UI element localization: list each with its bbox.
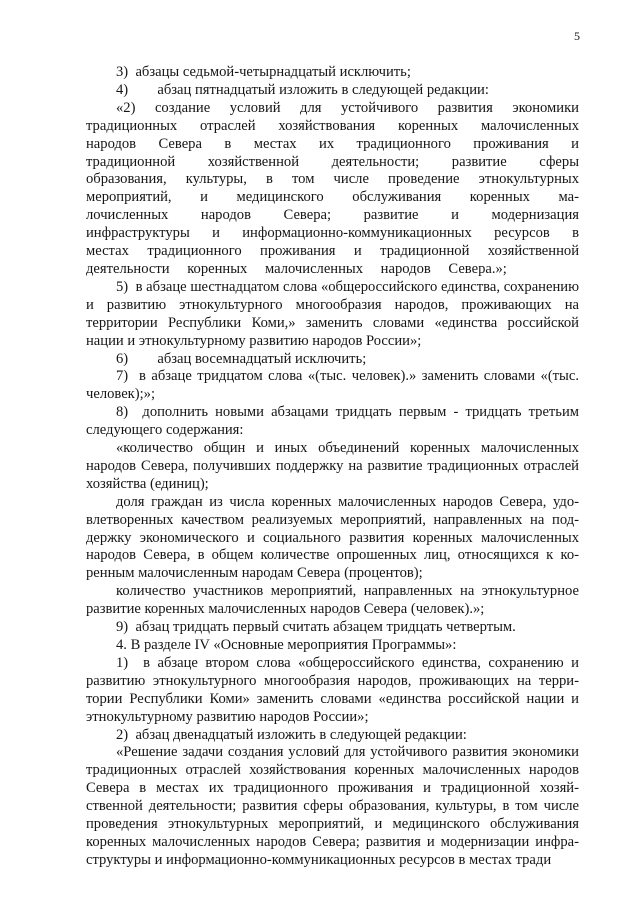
paragraph-item-5: 5) в абзаце шестнадцатом слова «общероссийского единства, сохранению и развитию этнокультурного многообразия народов, проживающих на территории Республики Коми,» заменить словами «единства российской нации и этнокультурному развитию народов России»;	[86, 278, 579, 349]
paragraph-item-9: 9) абзац тридцать первый считать абзацем тридцать четвертым.	[116, 619, 516, 636]
paragraph-quoted-task-solution: «Решение задачи создания условий для устойчивого развития экономики традиционных отраслей хозяйствования коренных малочисленных народов Севера в местах их традиционного проживания и традиционной хозяйственной деятельности; развития сферы образования, культуры, в том числе проведения этнокультурных мероприятий, и медицинского обслуживания коренных малочисленных народов Севера; развития и модернизации инфраструктуры и информационно-коммуникационных ресурсов в местах тради	[86, 744, 579, 868]
paragraph-quoted-share-citizens: доля граждан из числа коренных малочисленных народов Севера, удовлетворенных качеством реализуемых мероприятий, направленных на поддержку экономического и социального развития коренных малочисленных народов Севера, в общем количестве опрошенных лиц, относящихся к коренным малочисленным народам Севера (процентов);	[86, 493, 579, 582]
paragraph-item-6: 6) абзац восемнадцатый исключить;	[116, 350, 367, 367]
page-number: 5	[574, 29, 580, 43]
paragraph-quoted-count-participants: количество участников мероприятий, направленных на этнокультурное развитие коренных малочисленных народов Севера (человек).»;	[86, 583, 579, 618]
section-heading-4: 4. В разделе IV «Основные мероприятия Программы»:	[116, 637, 457, 653]
paragraph-section4-item-1: 1) в абзаце втором слова «общероссийского единства, сохранению и развитию этнокультурного многообразия народов, проживающих на территории Республики Коми» заменить словами «единства российской нации и этнокультурному развитию народов России»;	[86, 654, 579, 725]
paragraph-quoted-count-communities: «количество общин и иных объединений коренных малочисленных народов Севера, получивших поддержку на развитие традиционных отраслей хозяйства (единиц);	[86, 440, 579, 492]
paragraph-item-3: 3) абзацы седьмой-четырнадцатый исключить;	[116, 64, 411, 80]
paragraph-item-7: 7) в абзаце тридцатом слова «(тыс. человек).» заменить словами «(тыс. человек);»;	[86, 368, 579, 403]
paragraph-section4-item-2: 2) абзац двенадцатый изложить в следующей редакции:	[116, 726, 467, 743]
paragraph-item-8: 8) дополнить новыми абзацами тридцать первым - тридцать третьим следующего содержания:	[86, 404, 579, 439]
document-body	[86, 64, 579, 870]
paragraph-quoted-item-2: «2) создание условий для устойчивого развития экономики традиционных отраслей хозяйствования коренных малочисленных народов Севера в местах их традиционного проживания и традиционной хозяйственной деятельности; развитие сферы образования, культуры, в том числе проведение этнокультурных мероприятий, и медицинского обслуживания коренных малочисленных народов Севера; развитие и модернизация инфраструктуры и информационно-коммуникационных ресурсов в местах традиционного проживания и традиционной хозяйственной деятельности коренных малочисленных народов Севера.»;	[86, 99, 579, 277]
paragraph-item-4: 4) абзац пятнадцатый изложить в следующей редакции:	[116, 81, 489, 98]
